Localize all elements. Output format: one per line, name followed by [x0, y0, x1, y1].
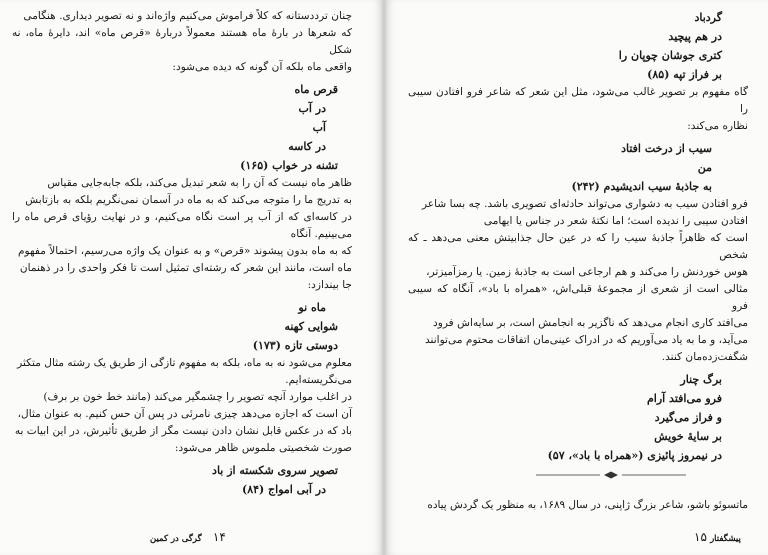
- paragraph-line: فرو افتادن سیب به دشواری می‌تواند حادثه‌ای تصویری باشد. چه بسا شاعر: [421, 198, 748, 210]
- haiku-verse-line: در آب: [298, 102, 326, 115]
- paragraph-line: که به ماه بدون پیشوند «قرص» و به عنوان یک واژه می‌رسیم، احتمالاً مفهوم: [17, 245, 352, 257]
- haiku-verse-line: شوایی کهنه: [284, 320, 338, 333]
- left-page-folio: [150, 530, 226, 546]
- page-number: ۱۴: [212, 530, 226, 544]
- haiku-verse-line: من: [697, 161, 712, 174]
- haiku-verse-line: بر سایهٔ خویش: [654, 430, 722, 443]
- haiku-verse-line: تصویر سروی شکسته از باد: [212, 464, 338, 477]
- haiku-verse-line: به جاذبهٔ سیب اندیشیدم (۲۴۲): [571, 180, 712, 193]
- paragraph-line: می‌آید، و ما به یاد می‌آوریم که در ادراک عینی‌مان اتفاقات محتوم می‌توانند: [424, 334, 748, 346]
- right-page-folio: [686, 530, 741, 546]
- paragraph-line: به تدریج ما را متوجه می‌کند که به ماه در آسمان نمی‌نگریم بلکه به بازتابش: [25, 194, 352, 206]
- paragraph-line: واقعی ماه بلکه آن گونه که دیده می‌شود:: [172, 61, 352, 73]
- paragraph-line: می‌نگریسته‌ایم.: [285, 374, 352, 386]
- paragraph-line: آن است که اجازه می‌دهد چیزی نامرئی در پس آن حس کنیم. به عنوان مثال،: [17, 408, 352, 420]
- haiku-verse-line: بر فراز تپه (۸۵): [647, 68, 722, 81]
- running-head: پیشگفتار: [710, 534, 741, 544]
- left-page-text: [12, 8, 352, 499]
- paragraph-line: است که ظاهراً جاذبهٔ سیب را که در عین حال جذابیتش معنی می‌دهد ـ که شخص: [408, 232, 748, 261]
- right-page-text: [408, 8, 748, 465]
- paragraph-line: چنان ترددستانه که کلاً فراموش می‌کنیم واژه‌اند و نه تصویر دیداری. هنگامی: [23, 10, 352, 22]
- haiku-verse-line: قرص ماه: [294, 83, 338, 96]
- page-number: ۱۵: [694, 530, 707, 544]
- haiku-verse-line: تشنه در خواب (۱۶۵): [240, 159, 338, 172]
- paragraph-line: در اغلب موارد آنچه تصویر را چشمگیر می‌کند (مانند خط خون بر برف): [43, 391, 352, 403]
- haiku-verse-line: در هم پیچید: [668, 30, 722, 43]
- footnote-text: ماتسوئو باشو، شاعر بزرگ ژاپنی، در سال ۱۶۸۹، به منظور یک گردش پیاده: [427, 499, 748, 511]
- haiku-verse-line: آب: [312, 121, 326, 134]
- haiku-verse-line: گردباد: [694, 11, 722, 24]
- haiku-verse-line: و فراز می‌گیرد: [654, 411, 722, 424]
- section-divider-ornament: [536, 470, 686, 480]
- right-page: [386, 0, 768, 555]
- paragraph-line: صورت شخصیتی ملموس ظاهر می‌شود:: [174, 442, 352, 454]
- haiku-verse-line: فرو می‌افتد آرام: [646, 392, 722, 405]
- haiku-verse-line: در کاسه: [288, 140, 326, 153]
- paragraph-line: مثالی است از شعری از مجموعهٔ قبلی‌اش، «همراه با باد»، آنگاه که سیبی فرو: [408, 283, 748, 312]
- paragraph-line: شگفت‌زده‌مان کنند.: [661, 351, 748, 363]
- haiku-verse-line: ماه نو: [298, 301, 326, 314]
- paragraph-line: که شعرها در بارهٔ ماه هستند معمولاً دربارهٔ «قرص ماه» اند، دایرهٔ ماه، نه شکل: [12, 27, 352, 56]
- paragraph-line: افتادن سیبی را ندیده است؛ اما نکتهٔ شعر در جناس یا ایهامی: [483, 215, 748, 227]
- haiku-verse-line: در نیمروز پائیزی («همراه با باد»، ۵۷): [547, 449, 722, 462]
- haiku-verse-line: دوستی تازه (۱۷۳): [252, 339, 338, 352]
- paragraph-line: نظاره می‌کند:: [687, 120, 748, 132]
- paragraph-line: می‌افتد کاری انجام می‌دهد که ناگزیر به انجامش است، بر سایه‌اش فرود: [432, 317, 748, 329]
- paragraph-line: ظاهر ماه نیست که آن را به شعر تبدیل می‌کند، بلکه جابه‌جایی مقیاس: [47, 177, 352, 189]
- haiku-verse-line: در آبی امواج (۸۴): [241, 483, 326, 496]
- haiku-verse-line: کتری جوشان چوپان را: [618, 49, 722, 62]
- paragraph-line: ماه است، مانند این شعر که رشته‌ای تمثیل است تا فکر واحدی را در ذهنمان: [19, 262, 352, 274]
- paragraph-line: هوس خوردنش را می‌کند و هم ارجاعی است به جاذبهٔ زمین. یا رمزآمیزتر،: [426, 266, 748, 278]
- haiku-verse-line: سیب از درخت افتاد: [621, 142, 712, 155]
- paragraph-line: گاه مفهوم بر تصویر غالب می‌شود، مثل این شعر که شاعر فرو افتادن سیبی را: [408, 86, 748, 115]
- paragraph-line: باد که در عکس قابل نشان دادن نیست مگر از طریق تأثیرش، در این ابیات به: [14, 425, 352, 437]
- left-page: [0, 0, 382, 555]
- haiku-verse-line: برگ چنار: [680, 373, 722, 386]
- paragraph-line: در کاسه‌ای که از آب پر است نگاه می‌کنیم، و در نهایت رؤیای قرص ماه را می‌بینیم. آنگاه: [12, 211, 352, 240]
- running-head: گرگی در کمین: [150, 534, 202, 544]
- paragraph-line: جا بیندازد:: [307, 279, 352, 291]
- paragraph-line: معلوم می‌شود نه به ماه، بلکه به مفهوم تازگی از طریق یک رشته مثال متکثر: [17, 357, 352, 369]
